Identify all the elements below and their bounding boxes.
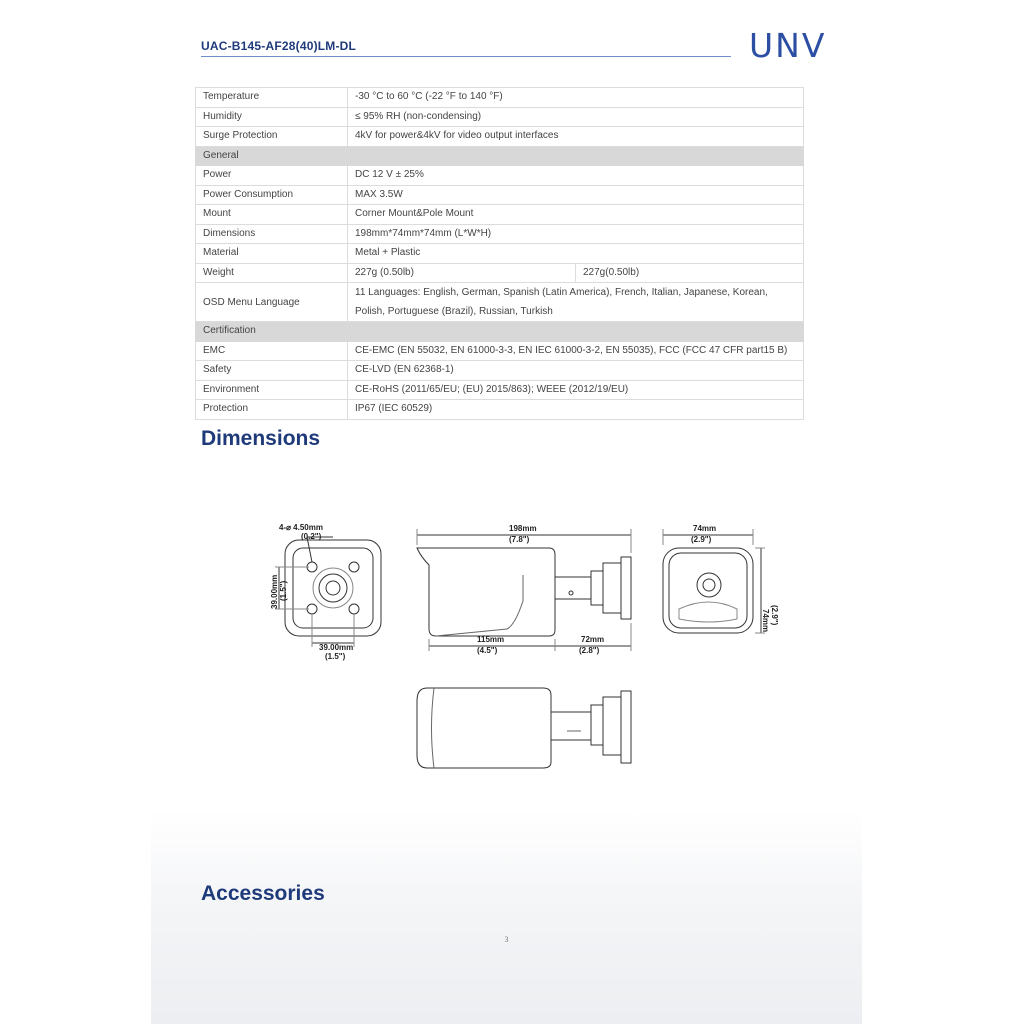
dimensions-heading: Dimensions: [201, 427, 321, 450]
spec-section-row: [196, 322, 804, 342]
spec-value: DC 12 V ± 25%: [348, 166, 804, 186]
spec-value: 4kV for power&4kV for video output interfaces: [348, 127, 804, 147]
brand-logo: UNV: [749, 26, 827, 65]
bracket-length-label: 72mm: [581, 635, 605, 644]
horizontal-spacing-label: 39.00mm: [319, 643, 354, 652]
spec-section-label: General: [196, 146, 804, 166]
spec-value: [348, 283, 804, 322]
spec-value: ≤ 95% RH (non-condensing): [348, 107, 804, 127]
body-length-inch-label: (4.5"): [477, 646, 498, 655]
spec-label: Mount: [196, 205, 348, 225]
spec-row: [196, 166, 804, 186]
spec-label: Safety: [196, 361, 348, 381]
spec-row: [196, 107, 804, 127]
spec-label: Humidity: [196, 107, 348, 127]
vertical-spacing-label: 39.00mm: [270, 574, 279, 609]
spec-value: CE-EMC (EN 55032, EN 61000-3-3, EN IEC 61000-3-2, EN 55035), FCC (FCC 47 CFR part15 B): [348, 341, 804, 361]
spec-value: CE-LVD (EN 62368-1): [348, 361, 804, 381]
model-title: UAC-B145-AF28(40)LM-DL: [201, 39, 357, 53]
spec-label: Power: [196, 166, 348, 186]
spec-label: Power Consumption: [196, 185, 348, 205]
body-length-label: 115mm: [477, 635, 505, 644]
front-view-drawing: [663, 529, 765, 633]
spec-row: [196, 244, 804, 264]
spec-row: [196, 341, 804, 361]
spec-row: [196, 361, 804, 381]
height-inch-label: (2.9"): [770, 605, 779, 626]
spec-row: [196, 127, 804, 147]
spec-value-line: 11 Languages: English, German, Spanish (Latin America), French, Italian, Japanese, Korean,: [355, 287, 768, 298]
spec-value: -30 °C to 60 °C (-22 °F to 140 °F): [348, 88, 804, 108]
spec-value-line: Polish, Portuguese (Brazil), Russian, Turkish: [355, 306, 553, 317]
spec-value: IP67 (IEC 60529): [348, 400, 804, 420]
spec-label: Material: [196, 244, 348, 264]
spec-value: Metal + Plastic: [348, 244, 804, 264]
spec-value: CE-RoHS (2011/65/EU; (EU) 2015/863); WEEE (2012/19/EU): [348, 380, 804, 400]
spec-label: Dimensions: [196, 224, 348, 244]
spec-row: [196, 185, 804, 205]
spec-value: Corner Mount&Pole Mount: [348, 205, 804, 225]
height-label: 74mm: [761, 609, 770, 633]
header-rule: [201, 56, 731, 57]
spec-section-row: [196, 146, 804, 166]
accessories-heading: Accessories: [201, 882, 325, 905]
length-inch-label: (7.8"): [509, 535, 530, 544]
spec-label: EMC: [196, 341, 348, 361]
width-label: 74mm: [693, 524, 717, 533]
spec-row: [196, 283, 804, 322]
spec-label: OSD Menu Language: [196, 283, 348, 322]
spec-value: MAX 3.5W: [348, 185, 804, 205]
datasheet-page: [151, 0, 862, 1024]
bracket-length-inch-label: (2.8"): [579, 646, 600, 655]
horizontal-spacing-inch-label: (1.5"): [325, 652, 346, 661]
spec-row: [196, 400, 804, 420]
spec-row: [196, 205, 804, 225]
holes-label: 4-⌀ 4.50mm: [279, 523, 323, 532]
spec-row: [196, 224, 804, 244]
spec-table: [195, 87, 804, 420]
holes-inch-label: (0.2"): [301, 532, 322, 541]
dimensions-drawing: [151, 505, 862, 785]
spec-section-label: Certification: [196, 322, 804, 342]
side-view-drawing: [417, 529, 631, 651]
vertical-spacing-inch-label: (1.5"): [279, 580, 288, 601]
spec-label: Environment: [196, 380, 348, 400]
spec-label: Protection: [196, 400, 348, 420]
spec-row: [196, 263, 804, 283]
page-background-wave: [151, 810, 862, 1024]
spec-label: Surge Protection: [196, 127, 348, 147]
length-label: 198mm: [509, 524, 537, 533]
spec-row: [196, 88, 804, 108]
rear-view-drawing: [275, 537, 381, 647]
spec-row: [196, 380, 804, 400]
spec-value: 198mm*74mm*74mm (L*W*H): [348, 224, 804, 244]
side-view-bottom-drawing: [417, 688, 631, 768]
spec-label: Temperature: [196, 88, 348, 108]
spec-label: Weight: [196, 263, 348, 283]
spec-value: 227g (0.50lb): [348, 263, 576, 283]
page-number: 3: [504, 935, 509, 944]
width-inch-label: (2.9"): [691, 535, 712, 544]
spec-value-alt: 227g(0.50lb): [576, 263, 804, 283]
